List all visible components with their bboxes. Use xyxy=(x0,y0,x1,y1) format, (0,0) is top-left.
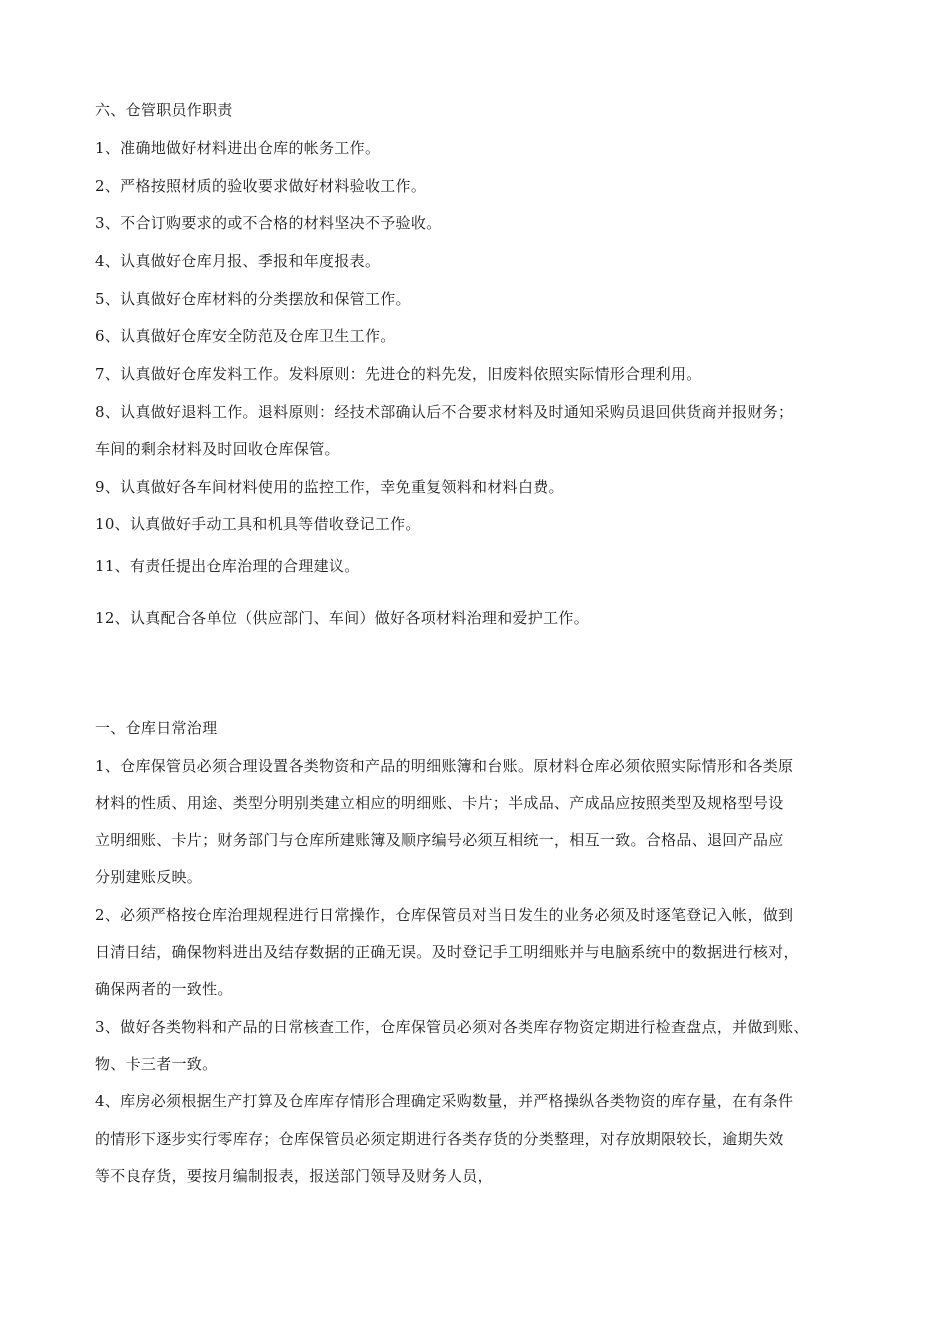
paragraph-line: 的情形下逐步实行零库存；仓库保管员必须定期进行各类存货的分类整理，对存放期限较长，逾期失效 xyxy=(95,1130,784,1148)
paragraph-line: 2、严格按照材质的验收要求做好材料验收工作。 xyxy=(95,177,427,195)
paragraph-line: 9、认真做好各车间材料使用的监控工作，幸免重复领料和材料白费。 xyxy=(95,478,564,496)
paragraph-line: 日清日结，确保物料进出及结存数据的正确无误。及时登记手工明细账并与电脑系统中的数据进行核对， xyxy=(95,943,799,961)
paragraph-line: 物、卡三者一致。 xyxy=(95,1055,218,1073)
paragraph-line: 确保两者的一致性。 xyxy=(95,980,233,998)
paragraph-line: 1、准确地做好材料进出仓库的帐务工作。 xyxy=(95,139,381,157)
document-page xyxy=(95,0,895,1344)
paragraph-line: 等不良存货，要按月编制报表，报送部门领导及财务人员， xyxy=(95,1167,493,1185)
section-heading: 六、仓管职员作职责 xyxy=(95,101,233,119)
paragraph-line: 6、认真做好仓库安全防范及仓库卫生工作。 xyxy=(95,327,396,345)
paragraph-line: 10、认真做好手动工具和机具等借收登记工作。 xyxy=(95,515,421,533)
section-heading: 一、仓库日常治理 xyxy=(95,719,218,737)
paragraph-line: 5、认真做好仓库材料的分类摆放和保管工作。 xyxy=(95,290,411,308)
paragraph-line: 1、仓库保管员必须合理设置各类物资和产品的明细账簿和台账。原材料仓库必须依照实际情形和各类原 xyxy=(95,757,794,775)
paragraph-line: 4、认真做好仓库月报、季报和年度报表。 xyxy=(95,252,381,270)
paragraph-line: 11、有责任提出仓库治理的合理建议。 xyxy=(95,557,360,575)
paragraph-line: 车间的剩余材料及时回收仓库保管。 xyxy=(95,440,340,458)
paragraph-line: 立明细账、卡片；财务部门与仓库所建账簿及顺序编号必须互相统一，相互一致。合格品、退回产品应 xyxy=(95,831,784,849)
paragraph-line: 4、库房必须根据生产打算及仓库库存情形合理确定采购数量，并严格操纵各类物资的库存量，在有条件 xyxy=(95,1092,794,1110)
paragraph-line: 12、认真配合各单位（供应部门、车间）做好各项材料治理和爱护工作。 xyxy=(95,609,589,627)
paragraph-line: 7、认真做好仓库发料工作。发料原则：先进仓的料先发，旧废料依照实际情形合理利用。 xyxy=(95,365,702,383)
paragraph-line: 2、必须严格按仓库治理规程进行日常操作，仓库保管员对当日发生的业务必须及时逐笔登记入帐，做到 xyxy=(95,906,794,924)
paragraph-line: 3、不合订购要求的或不合格的材料坚决不予验收。 xyxy=(95,214,442,232)
paragraph-line: 3、做好各类物料和产品的日常核查工作，仓库保管员必须对各类库存物资定期进行检查盘点，并做到账、 xyxy=(95,1018,809,1036)
paragraph-line: 材料的性质、用途、类型分明别类建立相应的明细账、卡片；半成品、产成品应按照类型及规格型号设 xyxy=(95,794,784,812)
paragraph-line: 8、认真做好退料工作。退料原则：经技术部确认后不合要求材料及时通知采购员退回供货商并报财务； xyxy=(95,403,794,421)
paragraph-line: 分别建账反映。 xyxy=(95,868,203,886)
